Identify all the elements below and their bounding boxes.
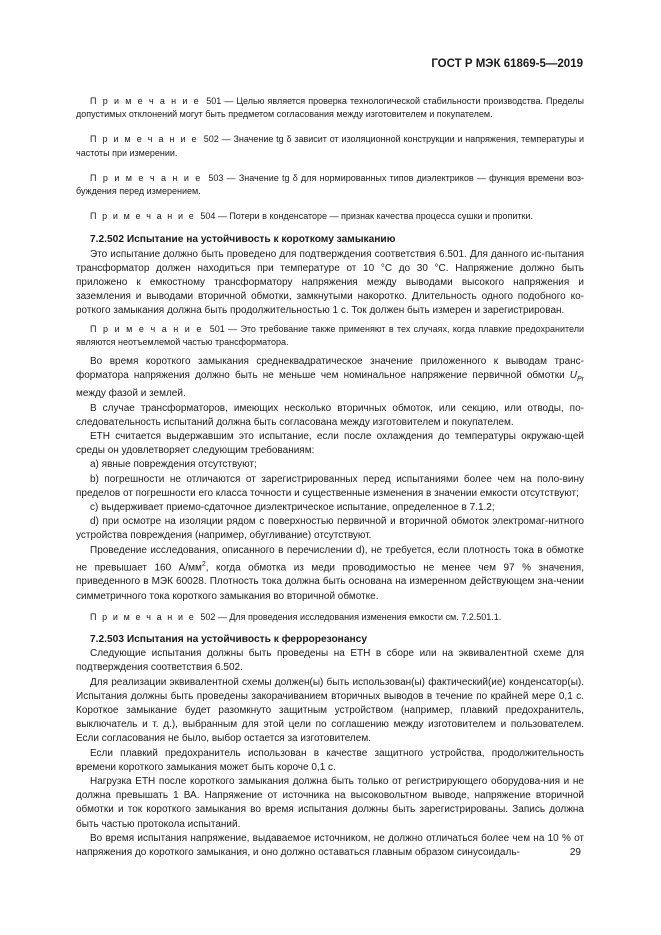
note-502-b: П р и м е ч а н и е 502 — Для проведения исследования изменения емкости см. 7.2.501.1. [90, 611, 502, 622]
page-number: 29 [569, 847, 581, 858]
paragraph: Во время короткого замыкания среднеквадратическое значение приложенного к выводам транс-форматора напряжения должно быть не меньше чем номинальное напряжение первичной обмотки $U_{Pr}$ между фазой и землей. [76, 356, 584, 400]
paragraph: Следующие испытания должны быть проведены на ЕТН в сборе или на эквивалентной схеме для подтверждения соответствия 6.502. [76, 648, 584, 674]
list-item: b) погрешности не отличаются от зарегистрированных перед испытаниями более чем на поло-вину пределов от погрешности его класса точности и существенные изменения в значении емкости отсутствуют; [76, 473, 584, 499]
document-id-header: ГОСТ Р МЭК 61869-5—2019 [431, 58, 583, 70]
voltage-symbol: U [569, 370, 577, 382]
paragraph: ЕТН считается выдержавшим это испытание, если после охлаждения до температуры окружаю-щей среды он удовлетворяет следующим требованиям: [76, 431, 584, 457]
paragraph: Проведение исследования, описанного в перечислении d), не требуется, если плотность тока в обмотке не превышает 160 $А/мм^2$, когда обмотка из меди проводимостью не менее чем 97 % значения, приведенного в МЭК 60028. Плотность тока должна быть основана на измеренном действующем зна-чении симметричного тока короткого замыкания во вторичной обмотке. [76, 544, 584, 602]
note-503: П р и м е ч а н и е 503 — Значение tg δ для нормированных типов диэлектриков — функция времени воз-буждения перед измерением. [76, 172, 584, 197]
note-501-b: П р и м е ч а н и е 501 — Это требование также применяют в тех случаях, когда плавкие предохранители являются неотъемлемой частью трансформатора. [76, 323, 584, 347]
paragraph: Это испытание должно быть проведено для подтверждения соответствия 6.501. Для данного ис-пытания трансформатор должен находиться при температуре от 10 °С до 30 °С. Напряжение должно быть приложено к емкостному трансформатору напряжения между выводами высокого напряжения и заземления и выводами вторичной обмотки, замкнутыми накоротко. Длительность одного подобного ко-роткого замыкания должна быть продолжительностью 1 с. Ток должен быть измерен и зарегистрирован. [76, 248, 584, 317]
list-item: d) при осмотре на изоляции рядом с поверхностью первичной и вторичной обмоток электромаг-нитного устройства повреждения (например, обугливание) отсутствуют. [76, 516, 584, 542]
list-item: а) явные повреждения отсутствуют; [90, 459, 257, 471]
document-body [76, 95, 584, 860]
paragraph: Нагрузка ЕТН после короткого замыкания должна быть только от регистрирующего оборудова-ния и не должна превышать 1 ВА. Напряжение от источника на высоковольтном выводе, напряжение вторичной обмотки и ток короткого замыкания во время испытания должны быть зарегистрированы. Запись должна быть частью протокола испытаний. [76, 776, 584, 830]
note-501: П р и м е ч а н и е 501 — Целью является проверка технологической стабильности производства. Пределы допустимых отклонений могут быть предметом согласования между изготовителем и покупателем. [76, 96, 584, 120]
note-504: П р и м е ч а н и е 504 — Потери в конденсаторе — признак качества процесса сушки и пропитки. [90, 211, 533, 222]
section-title-7-2-502: 7.2.502 Испытание на устойчивость к короткому замыканию [90, 234, 396, 246]
paragraph: Во время испытания напряжение, выдаваемое источником, не должно отличаться более чем на 10 % от напряжения до короткого замыкания, и оно должно оставаться главным образом синусоидаль- [76, 832, 584, 859]
paragraph: Для реализации эквивалентной схемы должен(ы) быть использован(ы) фактический(ие) конденсатор(ы). Испытания должны быть проведены закорачиванием вторичных выводов в течение по крайней мере 0,1 с. Короткое замыкание будет разомкнуто защитным устройством (например, плавкий предохранитель, выключатель и т. д.), выбранным для этой цели по соглашению между изготовителем и пользователем. Если согласования не было, выбор остается за изготовителем. [76, 676, 584, 745]
paragraph: В случае трансформаторов, имеющих несколько вторичных обмоток, или секцию, или отводы, по-следовательность испытаний должна быть согласована между изготовителем и покупателем. [76, 402, 584, 428]
note-502: П р и м е ч а н и е 502 — Значение tg δ зависит от изоляционной конструкции и напряжения, температуры и частоты при измерении. [76, 134, 584, 158]
paragraph: Если плавкий предохранитель использован в качестве защитного устройства, продолжительность времени короткого замыкания может быть короче 0,1 с. [76, 747, 584, 773]
section-title-7-2-503: 7.2.503 Испытания на устойчивость к феррорезонансу [90, 634, 367, 646]
list-item: c) выдерживает приемо-сдаточное диэлектрическое испытание, определенное в 7.1.2; [90, 502, 495, 514]
